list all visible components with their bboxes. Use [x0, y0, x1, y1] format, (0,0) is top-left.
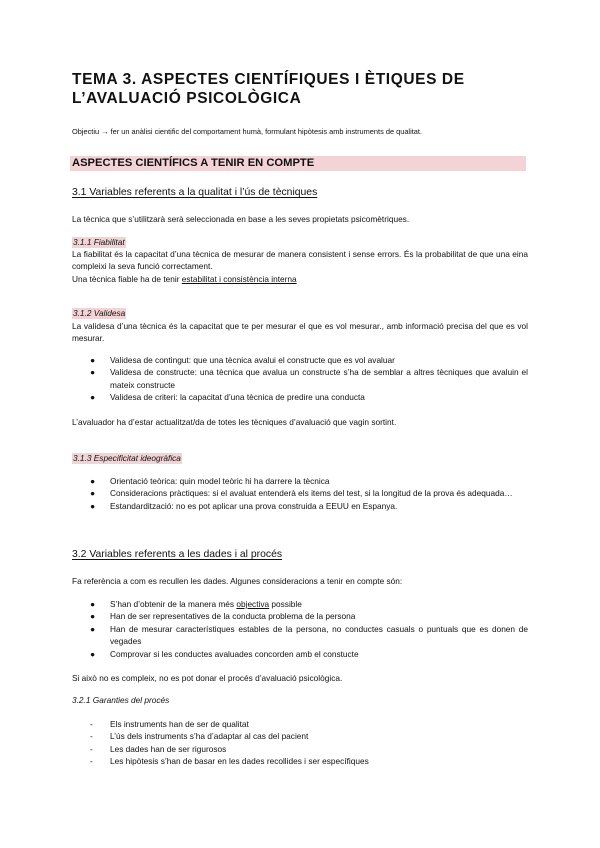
- list-item: [72, 598, 528, 610]
- paragraph-dades-note: Si això no es compleix, no es pot donar el procés d’avaluació psicològica.: [72, 673, 343, 683]
- dash-icon: -: [90, 719, 93, 729]
- heading-validesa: 3.1.2 Validesa: [73, 308, 126, 318]
- list-item: [72, 755, 528, 767]
- list-item-text: Consideracions pràctiques: si el avaluat entenderà els items del test, si la longitud de la prova és adequada…: [110, 488, 513, 499]
- paragraph-intro-3-2: Fa referència a com es recullen les dades. Algunes consideracions a tenir en compte són:: [72, 576, 403, 586]
- list-item: [72, 610, 528, 622]
- paragraph-fiabilitat: La fiabilitat és la capacitat d’una tècnica de mesurar de manera consistent i sense errors. És la probabilitat de que una eina compleixi la seva funció correctament.: [72, 249, 528, 272]
- bullet-icon: ●: [90, 488, 96, 499]
- list-especificitat: [72, 475, 528, 512]
- requirement-prefix: Una tècnica fiable ha de tenir: [72, 274, 182, 284]
- list-item: [72, 475, 528, 487]
- bullet-icon: ●: [90, 355, 96, 365]
- list-item-underlined: objectiva: [236, 599, 270, 609]
- heading-fiabilitat: 3.1.1 Fiabilitat: [73, 237, 125, 247]
- list-item-text: Validesa de constructe: una tècnica que avalua un constructe s’ha de semblar a altres tècniques que avaluin el mateix constructe: [110, 367, 528, 390]
- list-item: [72, 354, 528, 366]
- paragraph-validesa-note: L’avaluador ha d’estar actualitzat/da de totes les tècniques d’avaluació que vagin sortint.: [72, 417, 397, 427]
- bullet-icon: ●: [90, 623, 96, 634]
- list-item: [72, 487, 528, 499]
- list-item: [72, 648, 528, 660]
- list-item: [72, 500, 528, 512]
- bullet-icon: ●: [90, 648, 96, 659]
- bullet-icon: ●: [90, 392, 96, 403]
- bullet-icon: ●: [90, 367, 96, 378]
- list-item-text: L’ús dels instruments s’ha d’adaptar al cas del pacient: [110, 731, 309, 742]
- objective-line: Objectiu → fer un anàlisi cientific del comportament humà, formulant hipòtesis amb instruments de qualitat.: [72, 127, 422, 136]
- bullet-icon: ●: [90, 599, 96, 609]
- list-item-text: Validesa de contingut: que una tècnica avalui el constructe que es vol avaluar: [110, 355, 395, 365]
- dash-icon: -: [90, 731, 93, 742]
- subsection-heading-3-1: 3.1 Variables referents a la qualitat i l’ús de tècniques: [72, 187, 318, 198]
- bullet-icon: ●: [90, 476, 96, 486]
- bullet-icon: ●: [90, 500, 96, 511]
- list-item: [72, 730, 528, 742]
- list-item-text: S’han d’obtenir de la manera més: [110, 599, 237, 609]
- heading-garanties: 3.2.1 Garanties del procés: [72, 695, 170, 705]
- list-item-text: Validesa de criteri: la capacitat d’una tècnica de predire una conducta: [110, 392, 365, 403]
- list-item-text: Comprovar si les conductes avaluades concorden amb el constucte: [110, 648, 359, 659]
- paragraph-fiabilitat-requirement: [72, 273, 528, 285]
- dash-icon: -: [90, 756, 93, 767]
- dash-icon: -: [90, 743, 93, 754]
- list-item-text: Les dades han de ser rigurosos: [110, 743, 227, 754]
- list-item: [72, 623, 528, 648]
- list-validesa: [72, 354, 528, 404]
- list-item: [72, 743, 528, 755]
- list-dades: [72, 598, 528, 660]
- list-garanties: [72, 718, 528, 768]
- subsection-heading-3-2: 3.2 Variables referents a les dades i al procés: [72, 549, 283, 560]
- section-heading-bar: [70, 156, 526, 171]
- paragraph-validesa: La validesa d’una tècnica és la capacitat que te per mesurar el que es vol mesurar., amb informació precisa del que es vol mesurar.: [72, 321, 528, 344]
- list-item: [72, 391, 528, 403]
- list-item-text: Les hipòtesis s’han de basar en les dades recollides i ser específiques: [110, 756, 369, 767]
- list-item-text: Han de mesurar característiques estables de la persona, no conductes casuals o puntuals que es donen de vegades: [110, 623, 528, 647]
- paragraph-intro-3-1: La tècnica que s’utilitzarà serà seleccionada en base a les seves propietats psicomètriques.: [72, 214, 410, 224]
- bullet-icon: ●: [90, 611, 96, 622]
- list-item: [72, 366, 528, 391]
- list-item-text: Han de ser representatives de la conducta problema de la persona: [110, 611, 356, 622]
- list-item-text: Els instruments han de ser de qualitat: [110, 719, 249, 729]
- list-item-text: Estandardització: no es pot aplicar una prova construida a EEUU en Espanya.: [110, 500, 398, 511]
- list-item-text: possible: [269, 599, 302, 609]
- section-heading: ASPECTES CIENTÍFICS A TENIR EN COMPTE: [72, 157, 315, 169]
- heading-especificitat: 3.1.3 Especificitat ideogràfica: [73, 453, 181, 463]
- list-item: [72, 718, 528, 730]
- requirement-underlined: estabilitat i consistència interna: [181, 274, 297, 284]
- list-item-text: Orientació teòrica: quin model teòric hi ha darrere la tècnica: [110, 476, 330, 486]
- page-title: TEMA 3. ASPECTES CIENTÍFIQUES I ÈTIQUES DE L’AVALUACIÓ PSICOLÒGICA: [72, 71, 465, 107]
